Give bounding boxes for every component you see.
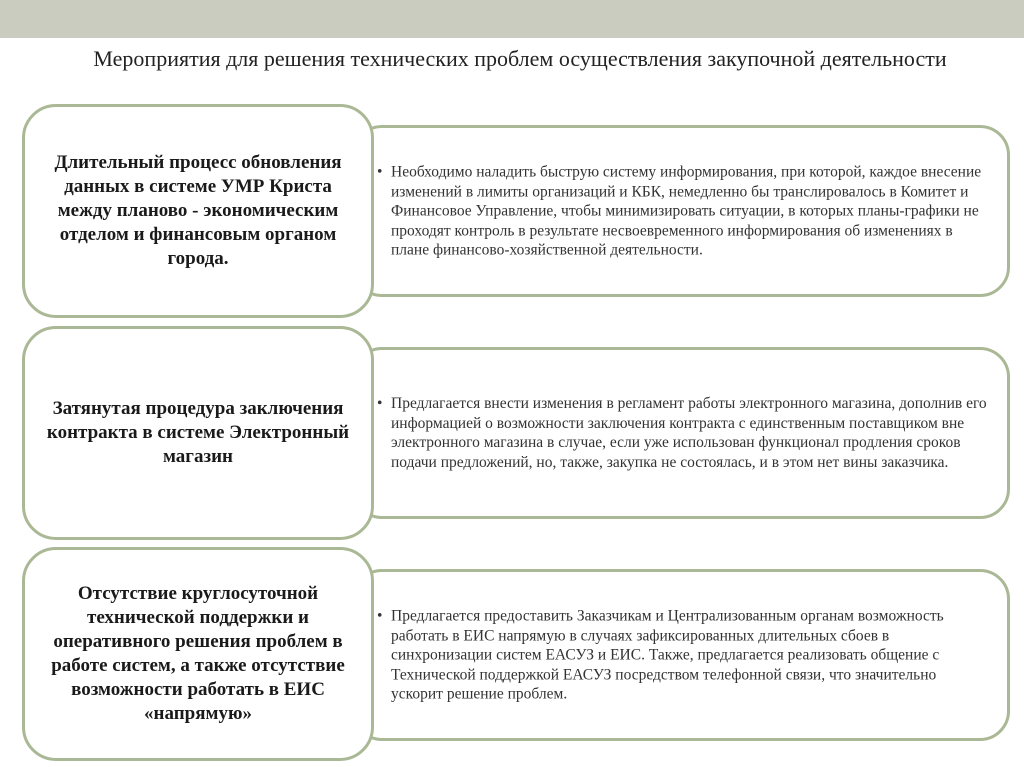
top-band [0,0,1024,38]
solution-2-content: Предлагается внести изменения в регламент работы электронного магазина, дополнив его информацией о возможности заключения контракта с единственным поставщиком вне электронного магазина в случае, если уже использован функционал продления сроков подачи предложений, но, также, закупка не состоялась, и в этом нет вины заказчика. [391,395,987,471]
bullet-icon: • [377,607,383,625]
problem-box-2 [22,326,374,540]
solution-text-2 [377,394,987,472]
problem-text-1: Длительный процесс обновления данных в системе УМР Криста между планово - экономическим отделом и финансовым органом города. [54,152,342,269]
solution-text-1 [377,162,987,260]
problem-text-3: Отсутствие круглосуточной технической поддержки и оперативного решения проблем в работе систем, а также отсутствие возможности работать в ЕИС «напрямую» [51,583,345,724]
problem-text-2: Затянутая процедура заключения контракта в системе Электронный магазин [46,398,350,467]
solution-box-2 [352,347,1010,519]
solution-box-1 [352,125,1010,297]
solution-box-3 [352,569,1010,741]
solution-3-content: Предлагается предоставить Заказчикам и Централизованным органам возможность работать в ЕИС напрямую в случаях зафиксированных длительных сбоев в синхронизации систем ЕАСУЗ и ЕИС. Также, предлагается реализовать общение с Технической поддержкой ЕАСУЗ посредством телефонной связи, что значительно ускорит решение проблем. [391,607,944,703]
bullet-icon: • [377,163,383,181]
problem-box-1 [22,104,374,318]
problem-box-3 [22,547,374,761]
solution-text-3 [377,606,987,704]
bullet-icon: • [377,395,383,412]
slide-title: Мероприятия для решения технических проблем осуществления закупочной деятельности [93,46,947,71]
solution-1-content: Необходимо наладить быструю систему информирования, при которой, каждое внесение изменений в лимиты организаций и КБК, немедленно бы транслировалось в Комитет и Финансовое Управление, чтобы минимизировать ситуации, в которых планы-графики не проходят контроль в результате несвоевременного информирования об изменениях в плане финансово-хозяйственной деятельности. [391,163,982,259]
